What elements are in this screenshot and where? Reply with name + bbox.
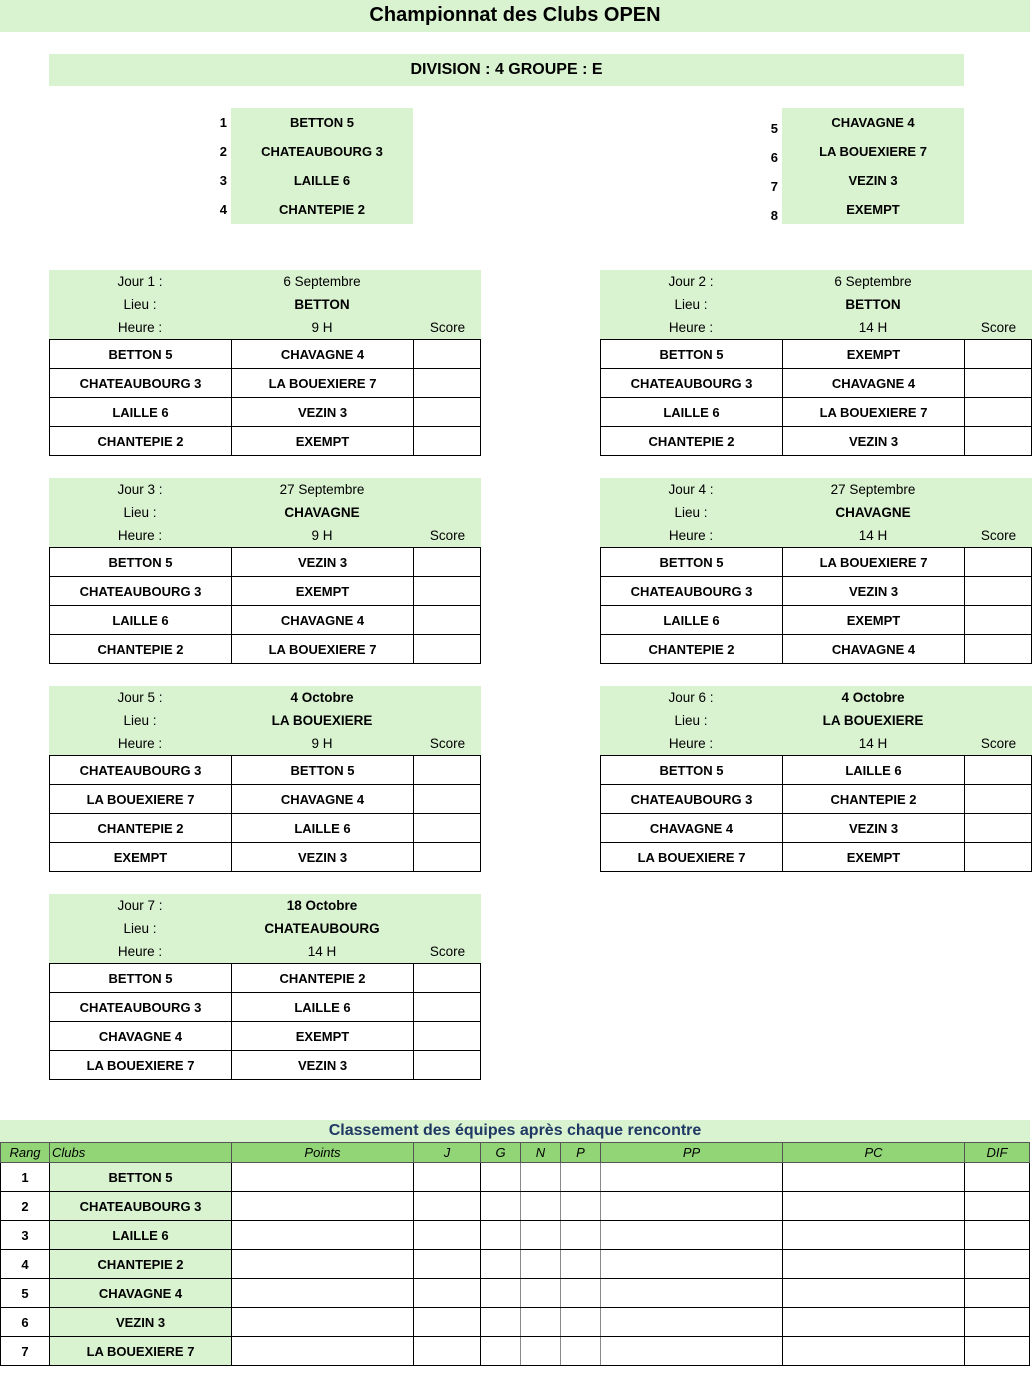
match-row <box>50 993 481 1022</box>
score-cell[interactable] <box>965 606 1032 635</box>
away-team: EXEMPT <box>783 843 965 872</box>
score-label: Score <box>429 528 466 543</box>
score-cell[interactable] <box>414 843 481 872</box>
pc-cell[interactable] <box>783 1221 965 1250</box>
score-cell[interactable] <box>414 1022 481 1051</box>
p-cell[interactable] <box>561 1279 601 1308</box>
g-cell[interactable] <box>481 1337 521 1366</box>
n-cell[interactable] <box>521 1279 561 1308</box>
away-team: EXEMPT <box>783 606 965 635</box>
n-cell[interactable] <box>521 1308 561 1337</box>
j-cell[interactable] <box>414 1221 481 1250</box>
away-team: VEZIN 3 <box>232 1051 414 1080</box>
team-name: CHANTEPIE 2 <box>279 202 365 217</box>
home-team: CHANTEPIE 2 <box>50 814 232 843</box>
time-label: Heure : <box>668 736 714 751</box>
away-team: LAILLE 6 <box>232 993 414 1022</box>
match-row <box>601 577 1032 606</box>
g-cell[interactable] <box>481 1192 521 1221</box>
pc-cell[interactable] <box>783 1250 965 1279</box>
n-cell[interactable] <box>521 1337 561 1366</box>
score-label: Score <box>429 944 466 959</box>
home-team: CHANTEPIE 2 <box>601 635 783 664</box>
score-cell[interactable] <box>414 635 481 664</box>
ranking-row <box>1 1163 1030 1192</box>
venue-label: Lieu : <box>123 297 157 312</box>
home-team: CHATEAUBOURG 3 <box>50 756 232 785</box>
match-day-header <box>600 478 1032 547</box>
match-row <box>601 756 1032 785</box>
away-team: VEZIN 3 <box>232 843 414 872</box>
ranking-row <box>1 1250 1030 1279</box>
day-venue: BETTON <box>845 297 901 312</box>
day-label: Jour 7 : <box>117 898 163 913</box>
away-team: LA BOUEXIERE 7 <box>232 635 414 664</box>
venue-label: Lieu : <box>674 713 708 728</box>
ranking-row <box>1 1279 1030 1308</box>
score-cell[interactable] <box>965 340 1032 369</box>
home-team: CHANTEPIE 2 <box>50 635 232 664</box>
away-team: LAILLE 6 <box>783 756 965 785</box>
matches-table <box>49 339 481 456</box>
header-pc: PC <box>783 1143 965 1163</box>
match-row <box>601 427 1032 456</box>
home-team: CHATEAUBOURG 3 <box>601 369 783 398</box>
club-cell: BETTON 5 <box>50 1163 232 1192</box>
score-label: Score <box>980 528 1017 543</box>
match-row <box>50 785 481 814</box>
score-cell[interactable] <box>414 1051 481 1080</box>
pc-cell[interactable] <box>783 1308 965 1337</box>
n-cell[interactable] <box>521 1221 561 1250</box>
pp-cell[interactable] <box>601 1308 783 1337</box>
score-cell[interactable] <box>965 756 1032 785</box>
j-cell[interactable] <box>414 1337 481 1366</box>
match-row <box>50 606 481 635</box>
day-venue: CHAVAGNE <box>835 505 911 520</box>
day-date: 4 Octobre <box>290 690 354 705</box>
away-team: BETTON 5 <box>232 756 414 785</box>
page-title: Championnat des Clubs OPEN <box>0 0 1030 32</box>
club-cell: CHATEAUBOURG 3 <box>50 1192 232 1221</box>
g-cell[interactable] <box>481 1250 521 1279</box>
score-cell[interactable] <box>414 785 481 814</box>
score-cell[interactable] <box>414 964 481 993</box>
division-group-banner: DIVISION : 4 GROUPE : E <box>49 54 964 86</box>
score-cell[interactable] <box>414 756 481 785</box>
team-name: CHATEAUBOURG 3 <box>261 144 383 159</box>
team-number: 8 <box>770 208 778 223</box>
match-day-header <box>49 894 481 963</box>
ranking-title: Classement des équipes après chaque rencontre <box>0 1120 1030 1142</box>
day-time: 14 H <box>858 320 888 335</box>
day-venue: CHATEAUBOURG <box>264 921 380 936</box>
match-day-block <box>49 894 481 1080</box>
team-number: 6 <box>770 150 778 165</box>
match-row <box>50 548 481 577</box>
away-team: VEZIN 3 <box>232 398 414 427</box>
team-name: EXEMPT <box>846 202 900 217</box>
day-date: 18 Octobre <box>286 898 358 913</box>
venue-label: Lieu : <box>123 505 157 520</box>
rank-cell: 1 <box>1 1163 50 1192</box>
away-team: EXEMPT <box>783 340 965 369</box>
day-time: 9 H <box>311 528 333 543</box>
matches-table <box>600 755 1032 872</box>
match-row <box>50 1022 481 1051</box>
match-row <box>50 964 481 993</box>
score-cell[interactable] <box>965 577 1032 606</box>
match-row <box>50 756 481 785</box>
day-label: Jour 3 : <box>117 482 163 497</box>
pc-cell[interactable] <box>783 1163 965 1192</box>
team-name: LAILLE 6 <box>293 173 351 188</box>
p-cell[interactable] <box>561 1337 601 1366</box>
points-cell[interactable] <box>232 1192 414 1221</box>
rank-cell: 2 <box>1 1192 50 1221</box>
score-label: Score <box>429 320 466 335</box>
day-time: 9 H <box>311 320 333 335</box>
p-cell[interactable] <box>561 1192 601 1221</box>
pp-cell[interactable] <box>601 1221 783 1250</box>
home-team: CHATEAUBOURG 3 <box>50 369 232 398</box>
p-cell[interactable] <box>561 1250 601 1279</box>
away-team: EXEMPT <box>232 577 414 606</box>
matches-table <box>49 547 481 664</box>
home-team: CHATEAUBOURG 3 <box>50 993 232 1022</box>
p-cell[interactable] <box>561 1308 601 1337</box>
dif-cell[interactable] <box>965 1308 1030 1337</box>
home-team: BETTON 5 <box>50 964 232 993</box>
club-cell: LAILLE 6 <box>50 1221 232 1250</box>
home-team: CHATEAUBOURG 3 <box>50 577 232 606</box>
g-cell[interactable] <box>481 1163 521 1192</box>
score-cell[interactable] <box>965 398 1032 427</box>
match-row <box>50 340 481 369</box>
ranking-row <box>1 1308 1030 1337</box>
match-row <box>50 635 481 664</box>
time-label: Heure : <box>117 528 163 543</box>
header-g: G <box>481 1143 521 1163</box>
pc-cell[interactable] <box>783 1337 965 1366</box>
match-row <box>50 398 481 427</box>
j-cell[interactable] <box>414 1192 481 1221</box>
day-date: 27 Septembre <box>279 482 365 497</box>
home-team: LAILLE 6 <box>601 606 783 635</box>
ranking-row <box>1 1337 1030 1366</box>
pc-cell[interactable] <box>783 1279 965 1308</box>
match-day-block <box>600 478 1032 664</box>
away-team: LA BOUEXIERE 7 <box>783 548 965 577</box>
home-team: CHANTEPIE 2 <box>601 427 783 456</box>
score-cell[interactable] <box>965 548 1032 577</box>
points-cell[interactable] <box>232 1221 414 1250</box>
dif-cell[interactable] <box>965 1192 1030 1221</box>
match-row <box>601 814 1032 843</box>
home-team: BETTON 5 <box>50 548 232 577</box>
away-team: CHAVAGNE 4 <box>232 606 414 635</box>
pp-cell[interactable] <box>601 1337 783 1366</box>
day-date: 6 Septembre <box>834 274 912 289</box>
day-date: 27 Septembre <box>830 482 916 497</box>
match-day-header <box>49 478 481 547</box>
team-name: LA BOUEXIERE 7 <box>819 144 927 159</box>
match-row <box>601 785 1032 814</box>
day-venue: LA BOUEXIERE <box>822 713 924 728</box>
n-cell[interactable] <box>521 1192 561 1221</box>
home-team: LAILLE 6 <box>50 398 232 427</box>
match-row <box>50 843 481 872</box>
j-cell[interactable] <box>414 1250 481 1279</box>
day-label: Jour 4 : <box>668 482 714 497</box>
matches-table <box>600 547 1032 664</box>
points-cell[interactable] <box>232 1279 414 1308</box>
away-team: VEZIN 3 <box>783 577 965 606</box>
day-venue: CHAVAGNE <box>284 505 360 520</box>
team-name: BETTON 5 <box>289 115 355 130</box>
points-cell[interactable] <box>232 1163 414 1192</box>
matches-table <box>600 339 1032 456</box>
home-team: LA BOUEXIERE 7 <box>601 843 783 872</box>
match-row <box>50 814 481 843</box>
day-label: Jour 5 : <box>117 690 163 705</box>
match-day-block <box>49 686 481 872</box>
rank-cell: 4 <box>1 1250 50 1279</box>
ranking-row <box>1 1192 1030 1221</box>
score-cell[interactable] <box>414 398 481 427</box>
rank-cell: 5 <box>1 1279 50 1308</box>
team-number: 5 <box>770 121 778 136</box>
matches-table <box>49 755 481 872</box>
score-cell[interactable] <box>414 340 481 369</box>
day-date: 6 Septembre <box>283 274 361 289</box>
day-venue: BETTON <box>294 297 350 312</box>
match-row <box>601 548 1032 577</box>
dif-cell[interactable] <box>965 1163 1030 1192</box>
pp-cell[interactable] <box>601 1250 783 1279</box>
score-cell[interactable] <box>414 606 481 635</box>
away-team: LAILLE 6 <box>232 814 414 843</box>
ranking-section <box>0 1120 1030 1366</box>
header-points: Points <box>232 1143 414 1163</box>
header-p: P <box>561 1143 601 1163</box>
score-cell[interactable] <box>965 843 1032 872</box>
team-number: 3 <box>219 173 227 188</box>
team-name: VEZIN 3 <box>848 173 898 188</box>
rank-cell: 7 <box>1 1337 50 1366</box>
match-day-header <box>600 686 1032 755</box>
away-team: CHANTEPIE 2 <box>783 785 965 814</box>
time-label: Heure : <box>117 736 163 751</box>
score-cell[interactable] <box>965 635 1032 664</box>
ranking-table <box>0 1142 1030 1366</box>
header-clubs: Clubs <box>50 1143 232 1163</box>
day-time: 14 H <box>307 944 337 959</box>
club-cell: CHAVAGNE 4 <box>50 1279 232 1308</box>
score-label: Score <box>980 320 1017 335</box>
away-team: CHAVAGNE 4 <box>783 369 965 398</box>
pp-cell[interactable] <box>601 1163 783 1192</box>
day-time: 14 H <box>858 528 888 543</box>
score-cell[interactable] <box>965 369 1032 398</box>
time-label: Heure : <box>117 320 163 335</box>
day-label: Jour 2 : <box>668 274 714 289</box>
rank-cell: 3 <box>1 1221 50 1250</box>
time-label: Heure : <box>668 528 714 543</box>
j-cell[interactable] <box>414 1279 481 1308</box>
ranking-header-row <box>1 1143 1030 1163</box>
day-date: 4 Octobre <box>841 690 905 705</box>
day-venue: LA BOUEXIERE <box>271 713 373 728</box>
team-name: CHAVAGNE 4 <box>831 115 915 130</box>
venue-label: Lieu : <box>123 713 157 728</box>
day-label: Jour 6 : <box>668 690 714 705</box>
home-team: BETTON 5 <box>601 340 783 369</box>
match-day-header <box>600 270 1032 339</box>
away-team: CHAVAGNE 4 <box>232 340 414 369</box>
home-team: LA BOUEXIERE 7 <box>50 785 232 814</box>
g-cell[interactable] <box>481 1221 521 1250</box>
match-row <box>601 843 1032 872</box>
home-team: LAILLE 6 <box>601 398 783 427</box>
match-day-header <box>49 270 481 339</box>
away-team: VEZIN 3 <box>783 427 965 456</box>
away-team: LA BOUEXIERE 7 <box>783 398 965 427</box>
score-cell[interactable] <box>965 427 1032 456</box>
header-j: J <box>414 1143 481 1163</box>
score-cell[interactable] <box>414 577 481 606</box>
team-list-box <box>231 108 413 224</box>
header-rang: Rang <box>1 1143 50 1163</box>
dif-cell[interactable] <box>965 1337 1030 1366</box>
points-cell[interactable] <box>232 1337 414 1366</box>
dif-cell[interactable] <box>965 1279 1030 1308</box>
day-time: 14 H <box>858 736 888 751</box>
score-cell[interactable] <box>965 785 1032 814</box>
away-team: CHANTEPIE 2 <box>232 964 414 993</box>
match-row <box>601 369 1032 398</box>
home-team: BETTON 5 <box>601 548 783 577</box>
dif-cell[interactable] <box>965 1250 1030 1279</box>
away-team: EXEMPT <box>232 427 414 456</box>
venue-label: Lieu : <box>674 297 708 312</box>
match-day-header <box>49 686 481 755</box>
match-row <box>50 427 481 456</box>
match-day-block <box>600 270 1032 456</box>
header-pp: PP <box>601 1143 783 1163</box>
pp-cell[interactable] <box>601 1279 783 1308</box>
match-row <box>601 606 1032 635</box>
j-cell[interactable] <box>414 1308 481 1337</box>
score-label: Score <box>980 736 1017 751</box>
score-cell[interactable] <box>414 548 481 577</box>
n-cell[interactable] <box>521 1250 561 1279</box>
home-team: CHAVAGNE 4 <box>601 814 783 843</box>
away-team: VEZIN 3 <box>232 548 414 577</box>
time-label: Heure : <box>668 320 714 335</box>
home-team: EXEMPT <box>50 843 232 872</box>
club-cell: LA BOUEXIERE 7 <box>50 1337 232 1366</box>
points-cell[interactable] <box>232 1308 414 1337</box>
j-cell[interactable] <box>414 1163 481 1192</box>
g-cell[interactable] <box>481 1279 521 1308</box>
ranking-row <box>1 1221 1030 1250</box>
home-team: CHAVAGNE 4 <box>50 1022 232 1051</box>
team-number: 4 <box>219 202 227 217</box>
match-row <box>601 340 1032 369</box>
home-team: CHANTEPIE 2 <box>50 427 232 456</box>
score-cell[interactable] <box>965 814 1032 843</box>
club-cell: VEZIN 3 <box>50 1308 232 1337</box>
header-n: N <box>521 1143 561 1163</box>
score-cell[interactable] <box>414 814 481 843</box>
match-day-block <box>49 478 481 664</box>
match-row <box>601 635 1032 664</box>
n-cell[interactable] <box>521 1163 561 1192</box>
home-team: CHATEAUBOURG 3 <box>601 577 783 606</box>
g-cell[interactable] <box>481 1308 521 1337</box>
team-number: 1 <box>219 115 227 130</box>
score-cell[interactable] <box>414 369 481 398</box>
score-cell[interactable] <box>414 427 481 456</box>
match-day-block <box>600 686 1032 872</box>
day-label: Jour 1 : <box>117 274 163 289</box>
rank-cell: 6 <box>1 1308 50 1337</box>
home-team: BETTON 5 <box>601 756 783 785</box>
score-cell[interactable] <box>414 993 481 1022</box>
home-team: LAILLE 6 <box>50 606 232 635</box>
team-number: 2 <box>219 144 227 159</box>
home-team: BETTON 5 <box>50 340 232 369</box>
pp-cell[interactable] <box>601 1192 783 1221</box>
pc-cell[interactable] <box>783 1192 965 1221</box>
venue-label: Lieu : <box>674 505 708 520</box>
header-dif: DIF <box>965 1143 1030 1163</box>
away-team: CHAVAGNE 4 <box>232 785 414 814</box>
team-list-box <box>782 108 964 224</box>
match-row <box>601 398 1032 427</box>
away-team: VEZIN 3 <box>783 814 965 843</box>
club-cell: CHANTEPIE 2 <box>50 1250 232 1279</box>
away-team: CHAVAGNE 4 <box>783 635 965 664</box>
p-cell[interactable] <box>561 1163 601 1192</box>
match-row <box>50 369 481 398</box>
match-day-block <box>49 270 481 456</box>
p-cell[interactable] <box>561 1221 601 1250</box>
score-label: Score <box>429 736 466 751</box>
match-row <box>50 1051 481 1080</box>
day-time: 9 H <box>311 736 333 751</box>
venue-label: Lieu : <box>123 921 157 936</box>
matches-table <box>49 963 481 1080</box>
home-team: CHATEAUBOURG 3 <box>601 785 783 814</box>
away-team: EXEMPT <box>232 1022 414 1051</box>
away-team: LA BOUEXIERE 7 <box>232 369 414 398</box>
dif-cell[interactable] <box>965 1221 1030 1250</box>
points-cell[interactable] <box>232 1250 414 1279</box>
match-row <box>50 577 481 606</box>
home-team: LA BOUEXIERE 7 <box>50 1051 232 1080</box>
team-number: 7 <box>770 179 778 194</box>
time-label: Heure : <box>117 944 163 959</box>
